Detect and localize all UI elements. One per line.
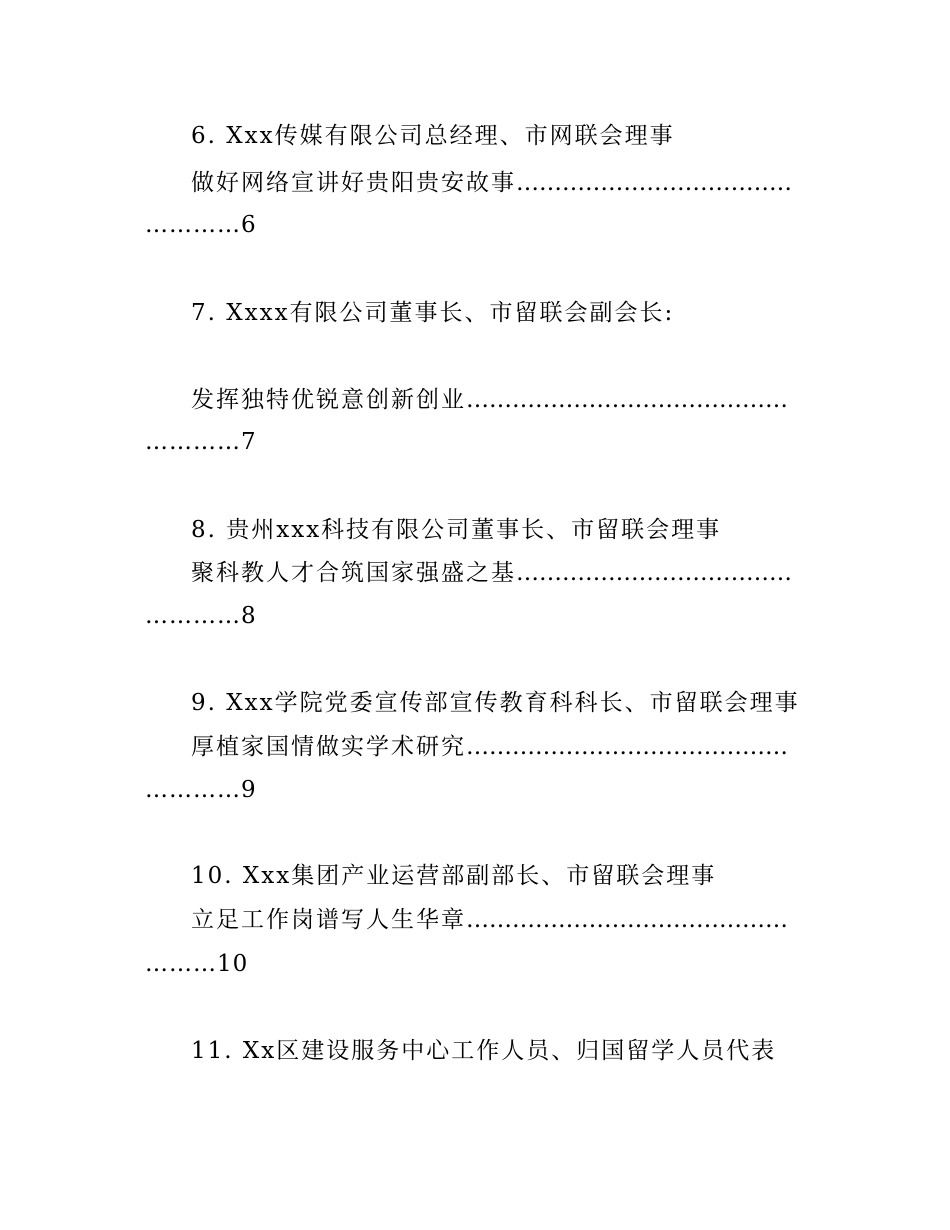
toc-entry-title: 立足工作岗谱写人生华章 [191, 907, 466, 933]
toc-entry-title: 厚植家国情做实学术研究 [191, 734, 466, 760]
toc-entry-heading: 6. Xxx传媒有限公司总经理、市网联会理事 [191, 123, 675, 149]
toc-entry-title: 做好网络宣讲好贵阳贵安故事 [191, 170, 516, 196]
toc-entry-title: 发挥独特优锐意创新创业 [191, 387, 466, 413]
toc-entry-title-line [191, 385, 788, 415]
toc-entry-heading: 10. Xxx集团产业运营部副部长、市留联会理事 [191, 863, 717, 889]
toc-leader-dots: …………………………………… [466, 734, 788, 760]
toc-leader-dots: …………………………………… [466, 907, 788, 933]
toc-entry-heading: 8. 贵州xxx科技有限公司董事长、市留联会理事 [191, 517, 722, 543]
toc-entry-heading: 9. Xxx学院党委宣传部宣传教育科科长、市留联会理事 [191, 690, 800, 716]
toc-entry-heading: 11. Xx区建设服务中心工作人员、归国留学人员代表 [191, 1038, 777, 1064]
toc-entry-title-line [191, 168, 792, 198]
toc-entry-page-number: …………6 [145, 212, 257, 238]
toc-entry-page-number: …………9 [145, 777, 257, 803]
toc-entry-page-number: …………8 [145, 603, 257, 629]
toc-entry-title-line [191, 558, 792, 588]
toc-leader-dots: ……………………………… [516, 170, 792, 196]
toc-entry-title: 聚科教人才合筑国家强盛之基 [191, 560, 516, 586]
toc-entry-heading: 7. Xxxx有限公司董事长、市留联会副会长: [191, 300, 675, 326]
toc-leader-dots: …………………………………… [466, 387, 788, 413]
toc-leader-dots: ……………………………… [516, 560, 792, 586]
toc-entry-title-line [191, 905, 788, 935]
toc-entry-page-number: ………10 [145, 951, 249, 977]
toc-entry-title-line [191, 732, 788, 762]
toc-entry-page-number: …………7 [145, 429, 257, 455]
